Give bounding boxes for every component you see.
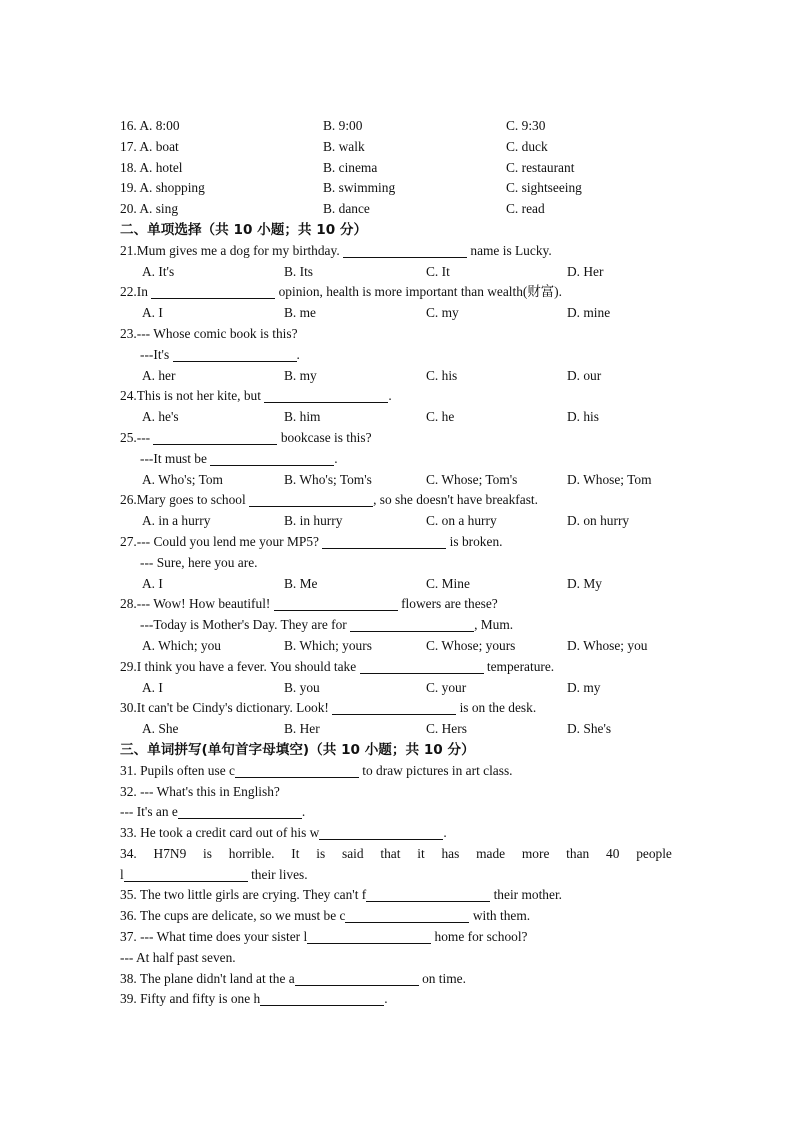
- question-28-reply: ---Today is Mother's Day. They are for , Mum.: [140, 617, 514, 633]
- question-24: 24.This is not her kite, but .: [120, 388, 392, 404]
- word: made: [476, 845, 506, 861]
- option-b[interactable]: B. Who's; Tom's: [284, 471, 372, 487]
- question-23-options: [120, 366, 674, 387]
- option-a[interactable]: A. he's: [142, 409, 179, 425]
- answer-blank[interactable]: [210, 451, 334, 466]
- question-32: 32. --- What's this in English?: [120, 783, 280, 799]
- option-c[interactable]: C. Hers: [426, 721, 467, 737]
- answer-blank[interactable]: [264, 388, 388, 403]
- option-b[interactable]: B. 9:00: [323, 118, 363, 133]
- option-a[interactable]: 18. A. hotel: [120, 159, 183, 175]
- word: it: [417, 845, 425, 861]
- answer-blank[interactable]: [322, 534, 446, 549]
- answer-blank[interactable]: [178, 804, 302, 819]
- question-30: 30.It can't be Cindy's dictionary. Look! is on the desk.: [120, 700, 537, 716]
- option-b[interactable]: B. my: [284, 367, 317, 383]
- answer-blank[interactable]: [260, 991, 384, 1006]
- word: is: [203, 845, 212, 861]
- option-d[interactable]: D. on hurry: [567, 513, 630, 529]
- option-d[interactable]: D. My: [567, 575, 602, 591]
- question-25-options: [120, 470, 674, 491]
- question-25: 25.--- bookcase is this?: [120, 429, 372, 445]
- question-24-options: [120, 407, 674, 428]
- option-d[interactable]: D. his: [567, 409, 599, 425]
- option-a[interactable]: A. in a hurry: [142, 513, 211, 529]
- option-b[interactable]: B. Which; yours: [284, 637, 372, 653]
- question-37-reply: --- At half past seven.: [120, 949, 236, 965]
- question-22-options: [120, 303, 674, 324]
- option-a[interactable]: A. I: [142, 679, 163, 695]
- question-32-reply: --- It's an e .: [120, 804, 306, 820]
- question-23-reply: ---It's .: [140, 346, 300, 362]
- answer-blank[interactable]: [124, 867, 248, 882]
- option-a[interactable]: 19. A. shopping: [120, 180, 205, 196]
- option-a[interactable]: 17. A. boat: [120, 138, 179, 154]
- word: than: [566, 845, 590, 861]
- question-28: 28.--- Wow! How beautiful! flowers are these?: [120, 596, 498, 612]
- word: that: [380, 845, 401, 861]
- answer-blank[interactable]: [319, 825, 443, 840]
- answer-blank[interactable]: [249, 492, 373, 507]
- question-27: 27.--- Could you lend me your MP5? is broken.: [120, 533, 503, 549]
- question-33: 33. He took a credit card out of his w .: [120, 825, 447, 841]
- question-34-cont: l their lives.: [120, 866, 308, 882]
- question-36: 36. The cups are delicate, so we must be c with them.: [120, 908, 531, 924]
- option-c[interactable]: C. duck: [506, 138, 548, 154]
- answer-blank[interactable]: [350, 617, 474, 632]
- option-d[interactable]: D. Whose; Tom: [567, 471, 652, 487]
- section-3-heading: 三、单词拼写(单句首字母填空)（共 10 小题；共 10 分）: [120, 741, 475, 758]
- option-c[interactable]: C. Whose; yours: [426, 637, 516, 653]
- option-a[interactable]: A. It's: [142, 263, 175, 279]
- listening-row: [120, 137, 674, 158]
- word: people: [636, 845, 672, 861]
- option-a[interactable]: 20. A. sing: [120, 201, 179, 217]
- answer-blank[interactable]: [307, 929, 431, 944]
- option-c[interactable]: C. 9:30: [506, 118, 546, 133]
- option-c[interactable]: C. my: [426, 305, 459, 321]
- option-d[interactable]: D. Her: [567, 263, 604, 279]
- option-a[interactable]: 16. A. 8:00: [120, 118, 180, 133]
- question-30-options: [120, 719, 674, 740]
- option-a[interactable]: A. I: [142, 575, 163, 591]
- word: more: [521, 845, 550, 861]
- question-35: 35. The two little girls are crying. They can't f their mother.: [120, 887, 563, 903]
- question-29: 29.I think you have a fever. You should take temperature.: [120, 658, 555, 674]
- section-2-heading: 二、单项选择（共 10 小题；共 10 分）: [120, 221, 368, 238]
- option-b[interactable]: B. me: [284, 305, 316, 321]
- word: It: [291, 845, 300, 861]
- option-a[interactable]: A. She: [142, 721, 179, 737]
- option-b[interactable]: B. him: [284, 409, 321, 425]
- option-b[interactable]: B. in hurry: [284, 513, 343, 529]
- option-b[interactable]: B. Me: [284, 575, 318, 591]
- listening-row: [120, 116, 674, 137]
- question-28-options: [120, 636, 674, 657]
- option-d[interactable]: D. our: [567, 367, 602, 383]
- option-c[interactable]: C. sightseeing: [506, 180, 582, 196]
- listening-row: [120, 158, 674, 179]
- question-21: 21.Mum gives me a dog for my birthday. name is Lucky.: [120, 242, 552, 258]
- option-c[interactable]: C. read: [506, 201, 545, 217]
- answer-blank[interactable]: [151, 284, 275, 299]
- option-a[interactable]: A. her: [142, 367, 176, 383]
- answer-blank[interactable]: [274, 596, 398, 611]
- word: has: [441, 845, 460, 861]
- option-a[interactable]: A. I: [142, 305, 163, 321]
- word: is: [316, 845, 326, 861]
- option-d[interactable]: D. She's: [567, 721, 612, 737]
- option-b[interactable]: B. walk: [323, 138, 365, 154]
- answer-blank[interactable]: [153, 430, 277, 445]
- question-27-options: [120, 574, 674, 595]
- option-c[interactable]: C. restaurant: [506, 159, 575, 175]
- answer-blank[interactable]: [332, 700, 456, 715]
- option-c[interactable]: C. Whose; Tom's: [426, 471, 518, 487]
- option-c[interactable]: C. It: [426, 263, 450, 279]
- answer-blank[interactable]: [235, 763, 359, 778]
- option-c[interactable]: C. his: [426, 367, 458, 383]
- option-c[interactable]: C. on a hurry: [426, 513, 497, 529]
- option-c[interactable]: C. your: [426, 679, 467, 695]
- word: H7N9: [153, 845, 187, 861]
- option-a[interactable]: A. Which; you: [142, 637, 221, 653]
- word: said: [341, 845, 364, 861]
- answer-blank[interactable]: [295, 971, 419, 986]
- answer-blank[interactable]: [360, 659, 484, 674]
- question-26-options: [120, 511, 674, 532]
- question-38: 38. The plane didn't land at the a on time.: [120, 970, 466, 986]
- word: 40: [606, 845, 620, 861]
- word: horrible.: [228, 845, 275, 861]
- answer-blank[interactable]: [173, 347, 297, 362]
- option-b[interactable]: B. you: [284, 679, 320, 695]
- option-d[interactable]: D. Whose; you: [567, 637, 648, 653]
- option-a[interactable]: A. Who's; Tom: [142, 471, 223, 487]
- answer-blank[interactable]: [345, 908, 469, 923]
- listening-row: [120, 199, 674, 220]
- question-39: 39. Fifty and fifty is one h .: [120, 991, 388, 1007]
- question-21-options: [120, 262, 674, 283]
- option-c[interactable]: C. he: [426, 409, 455, 425]
- option-b[interactable]: B. Its: [284, 263, 314, 279]
- option-b[interactable]: B. dance: [323, 201, 370, 217]
- listening-row: [120, 178, 674, 199]
- question-31: 31. Pupils often use c to draw pictures in art class.: [120, 762, 513, 778]
- question-25-reply: ---It must be .: [140, 450, 338, 466]
- option-b[interactable]: B. cinema: [323, 159, 378, 175]
- question-29-options: [120, 678, 674, 699]
- question-34: [120, 844, 672, 865]
- option-c[interactable]: C. Mine: [426, 575, 470, 591]
- answer-blank[interactable]: [343, 243, 467, 258]
- question-27-reply: --- Sure, here you are.: [140, 554, 258, 570]
- question-23: 23.--- Whose comic book is this?: [120, 325, 298, 341]
- question-26: 26.Mary goes to school , so she doesn't have breakfast.: [120, 492, 538, 508]
- option-b[interactable]: B. swimming: [323, 180, 396, 196]
- option-d[interactable]: D. my: [567, 679, 601, 695]
- question-37: 37. --- What time does your sister l home for school?: [120, 929, 528, 945]
- option-d[interactable]: D. mine: [567, 305, 611, 321]
- question-22: 22.In opinion, health is more important than wealth(财富).: [120, 284, 562, 300]
- word: 34.: [120, 845, 137, 861]
- listening-options: [120, 116, 674, 220]
- answer-blank[interactable]: [366, 887, 490, 902]
- option-b[interactable]: B. Her: [284, 721, 320, 737]
